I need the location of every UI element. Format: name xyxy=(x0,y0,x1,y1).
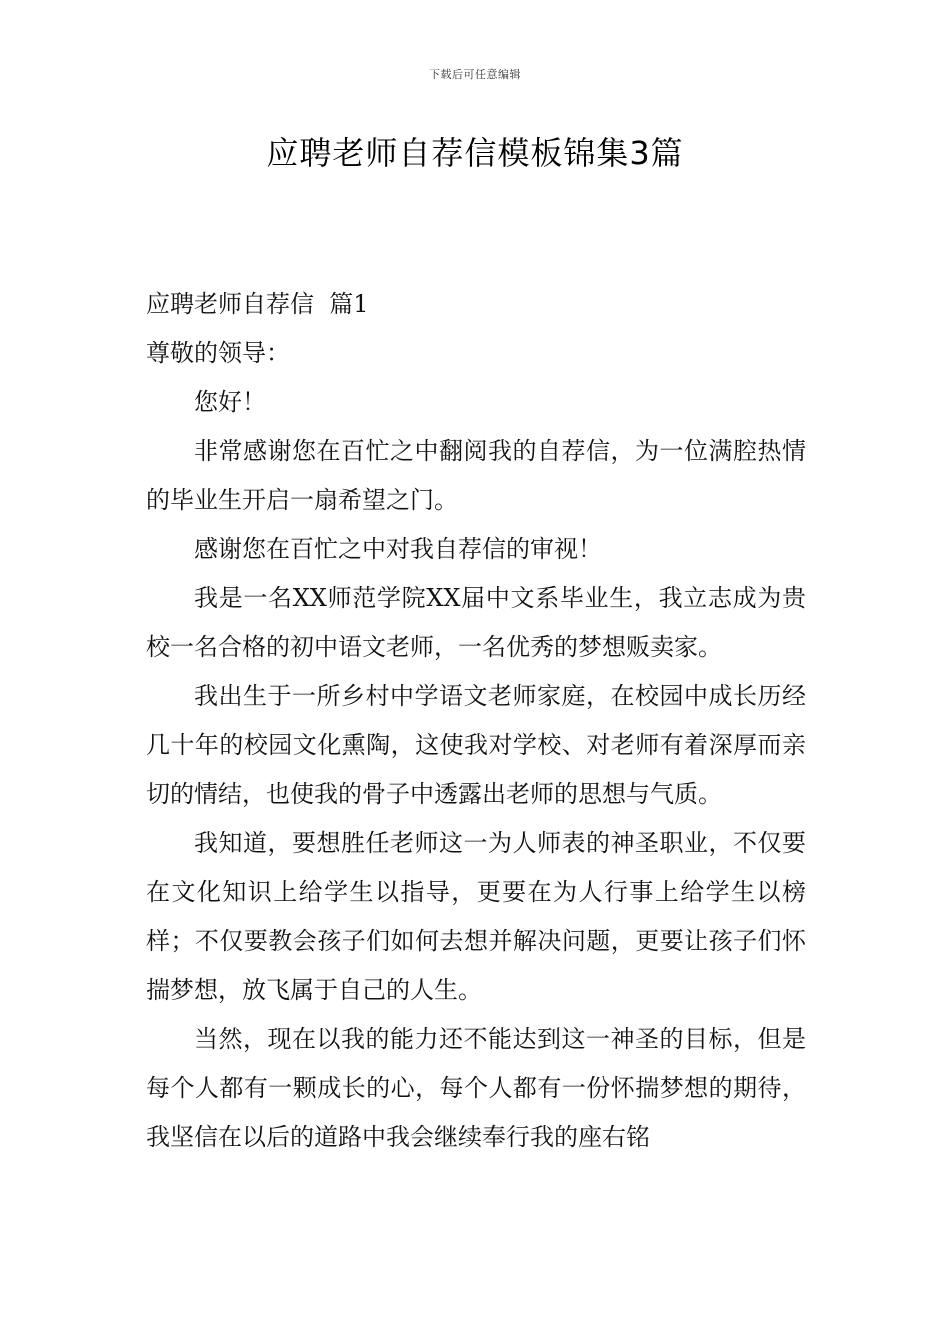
paragraph-greeting: 您好！ xyxy=(194,388,266,416)
paragraph-background: 我出生于一所乡村中学语文老师家庭，在校园中成长历经几十年的校园文化熏陶，这使我对学校、对老师有着深厚而亲切的情结，也使我的骨子中透露出老师的思想与气质。 xyxy=(146,682,806,808)
paragraph-aspiration: 当然，现在以我的能力还不能达到这一神圣的目标，但是每个人都有一颗成长的心，每个人都有一份怀揣梦想的期待，我坚信在以后的道路中我会继续奉行我的座右铭 xyxy=(146,1025,806,1151)
header-note: 下载后可任意编辑 xyxy=(429,68,521,81)
salutation: 尊敬的领导： xyxy=(146,339,290,367)
document-title: 应聘老师自荐信模板锦集3篇 xyxy=(266,134,684,172)
paragraph-introduction: 我是一名XX师范学院XX届中文系毕业生，我立志成为贵校一名合格的初中语文老师，一名优秀的梦想贩卖家。 xyxy=(146,584,806,661)
section-heading: 应聘老师自荐信 篇1 xyxy=(146,290,369,318)
paragraph-understanding: 我知道，要想胜任老师这一为人师表的神圣职业，不仅要在文化知识上给学生以指导，更要在为人行事上给学生以榜样；不仅要教会孩子们如何去想并解决问题，更要让孩子们怀揣梦想，放飞属于自己的人生。 xyxy=(146,829,806,1004)
document-body xyxy=(146,280,806,1162)
paragraph-thanks-review: 感谢您在百忙之中对我自荐信的审视！ xyxy=(194,535,602,563)
paragraph-thanks: 非常感谢您在百忙之中翻阅我的自荐信，为一位满腔热情的毕业生开启一扇希望之门。 xyxy=(146,437,806,514)
